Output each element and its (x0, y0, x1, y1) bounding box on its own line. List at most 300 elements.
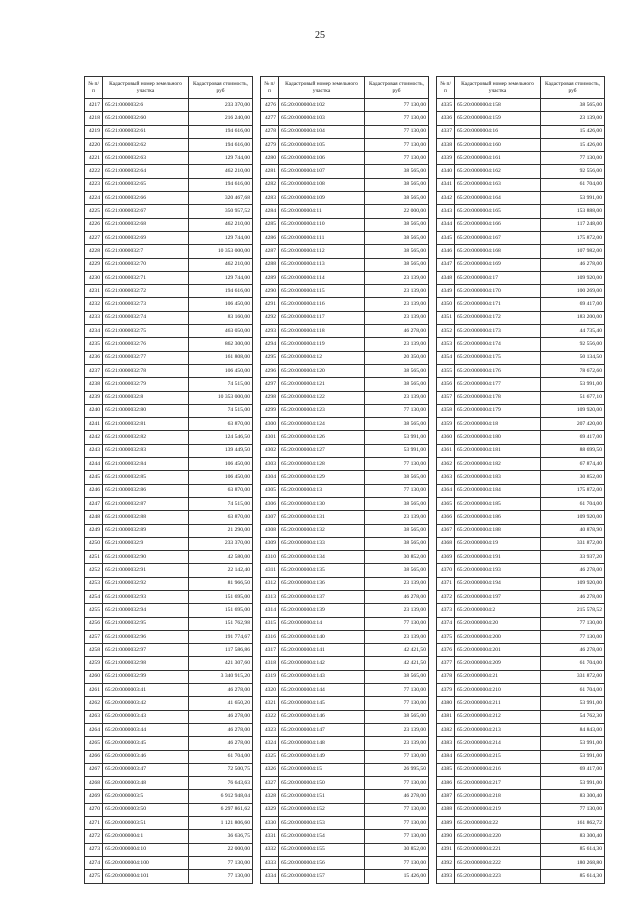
cadastral-value: 77 130,00 (365, 684, 429, 697)
table-row (261, 644, 429, 657)
table-row (261, 404, 429, 417)
row-number: 4375 (437, 630, 455, 643)
cadastral-number: 65:20:0000004:22 (455, 817, 541, 830)
cadastral-number: 65:20:0000004:216 (455, 763, 541, 776)
row-number: 4295 (261, 351, 279, 364)
row-number: 4316 (261, 630, 279, 643)
row-number: 4222 (85, 165, 103, 178)
row-number: 4390 (437, 830, 455, 843)
cadastral-number: 65:21:0000032:67 (103, 205, 189, 218)
cadastral-value: 183 200,00 (541, 311, 605, 324)
table-row (437, 630, 605, 643)
cadastral-value: 38 565,00 (365, 710, 429, 723)
table-row (437, 537, 605, 550)
table-row (261, 617, 429, 630)
cadastral-number: 65:20:0000004:185 (455, 497, 541, 510)
table-row (437, 364, 605, 377)
cadastral-number: 65:21:0000032:64 (103, 165, 189, 178)
table-row (437, 790, 605, 803)
table-row (85, 737, 253, 750)
cadastral-number: 65:20:0000004:134 (279, 551, 365, 564)
table-row (261, 737, 429, 750)
cadastral-number: 65:20:0000004:112 (279, 245, 365, 258)
row-number: 4221 (85, 152, 103, 165)
table-row (261, 231, 429, 244)
cadastral-value: 21 290,00 (189, 524, 253, 537)
table-row (261, 471, 429, 484)
cadastral-value: 61 704,00 (541, 657, 605, 670)
table-row (261, 817, 429, 830)
table-row (261, 165, 429, 178)
row-number: 4389 (437, 817, 455, 830)
cadastral-number: 65:20:0000004:120 (279, 364, 365, 377)
row-number: 4378 (437, 670, 455, 683)
row-number: 4299 (261, 404, 279, 417)
table-row (437, 737, 605, 750)
table-row (261, 192, 429, 205)
cadastral-value: 10 353 000,00 (189, 245, 253, 258)
row-number: 4290 (261, 285, 279, 298)
cadastral-number: 65:20:0000004:137 (279, 590, 365, 603)
row-number: 4285 (261, 218, 279, 231)
table-row (437, 644, 605, 657)
row-number: 4244 (85, 458, 103, 471)
cadastral-value: 151 695,00 (189, 590, 253, 603)
table-row (261, 245, 429, 258)
cadastral-number: 65:20:0000004:158 (455, 99, 541, 112)
cadastral-value: 77 130,00 (541, 630, 605, 643)
table-row (437, 750, 605, 763)
cadastral-value: 6 297 861,62 (189, 803, 253, 816)
row-number: 4315 (261, 617, 279, 630)
header-cadnum: Кадастровый номер земельного участка (455, 77, 541, 99)
row-number: 4265 (85, 737, 103, 750)
row-number: 4371 (437, 577, 455, 590)
table-row (85, 404, 253, 417)
cadastral-number: 65:20:0000004:131 (279, 511, 365, 524)
table-row (261, 338, 429, 351)
row-number: 4365 (437, 497, 455, 510)
table-row (437, 378, 605, 391)
cadastral-number: 65:20:0000004:170 (455, 285, 541, 298)
table-row (261, 125, 429, 138)
cadastral-value: 161 862,72 (541, 817, 605, 830)
cadastral-value: 53 991,00 (541, 192, 605, 205)
table-row (437, 404, 605, 417)
row-number: 4246 (85, 484, 103, 497)
cadastral-value: 20 350,00 (365, 351, 429, 364)
table-row (85, 378, 253, 391)
cadastral-number: 65:20:0000004:2 (455, 604, 541, 617)
cadastral-number: 65:20:0000004:11 (279, 205, 365, 218)
cadastral-value: 61 704,00 (541, 178, 605, 191)
cadastral-number: 65:20:0000004:194 (455, 577, 541, 590)
cadastral-number: 65:20:0000004:172 (455, 311, 541, 324)
cadastral-number: 65:20:0000004:159 (455, 112, 541, 125)
row-number: 4277 (261, 112, 279, 125)
table-row (437, 99, 605, 112)
cadastral-number: 65:20:0000004:155 (279, 843, 365, 856)
cadastral-value: 53 991,00 (541, 750, 605, 763)
cadastral-value: 38 565,00 (365, 231, 429, 244)
table-row (85, 697, 253, 710)
row-number: 4388 (437, 803, 455, 816)
row-number: 4247 (85, 497, 103, 510)
cadastral-number: 65:20:0000004:181 (455, 444, 541, 457)
cadastral-number: 65:21:0000032:8 (103, 391, 189, 404)
table-row (261, 604, 429, 617)
row-number: 4312 (261, 577, 279, 590)
cadastral-number: 65:21:0000032:70 (103, 258, 189, 271)
cadastral-number: 65:20:0000004:149 (279, 750, 365, 763)
cadastral-number: 65:20:0000004:1 (103, 830, 189, 843)
table-row (437, 604, 605, 617)
row-number: 4264 (85, 723, 103, 736)
table-row (437, 590, 605, 603)
table-row (261, 351, 429, 364)
cadastral-value: 15 426,00 (541, 125, 605, 138)
row-number: 4304 (261, 471, 279, 484)
cadastral-number: 65:20:0000003:41 (103, 684, 189, 697)
table-header-row (85, 77, 253, 99)
row-number: 4324 (261, 737, 279, 750)
cadastral-table-column-1 (84, 76, 253, 884)
row-number: 4349 (437, 285, 455, 298)
table-row (261, 364, 429, 377)
row-number: 4260 (85, 670, 103, 683)
cadastral-value: 23 139,00 (365, 577, 429, 590)
cadastral-number: 65:20:0000004:135 (279, 564, 365, 577)
row-number: 4339 (437, 152, 455, 165)
table-row (85, 245, 253, 258)
cadastral-value: 462 210,00 (189, 218, 253, 231)
table-row (85, 843, 253, 856)
cadastral-number: 65:20:0000004:183 (455, 471, 541, 484)
cadastral-value: 77 130,00 (365, 112, 429, 125)
cadastral-number: 65:20:0000004:157 (279, 870, 365, 883)
cadastral-number: 65:20:0000004:151 (279, 790, 365, 803)
row-number: 4352 (437, 325, 455, 338)
cadastral-value: 6 912 948,04 (189, 790, 253, 803)
row-number: 4263 (85, 710, 103, 723)
row-number: 4289 (261, 271, 279, 284)
cadastral-value: 161 808,00 (189, 351, 253, 364)
cadastral-value: 76 643,63 (189, 777, 253, 790)
row-number: 4314 (261, 604, 279, 617)
cadastral-value: 106 450,00 (189, 471, 253, 484)
row-number: 4355 (437, 364, 455, 377)
cadastral-number: 65:20:0000004:118 (279, 325, 365, 338)
cadastral-value: 109 920,00 (541, 577, 605, 590)
cadastral-value: 3 340 915,20 (189, 670, 253, 683)
cadastral-value: 216 240,00 (189, 112, 253, 125)
row-number: 4368 (437, 537, 455, 550)
table-row (437, 391, 605, 404)
table-row (261, 258, 429, 271)
cadastral-number: 65:20:0000004:219 (455, 803, 541, 816)
table-row (261, 777, 429, 790)
table-row (261, 551, 429, 564)
cadastral-value: 129 744,00 (189, 231, 253, 244)
cadastral-number: 65:20:0000004:152 (279, 803, 365, 816)
cadastral-number: 65:20:0000004:145 (279, 697, 365, 710)
table-row (261, 590, 429, 603)
cadastral-value: 92 556,00 (541, 338, 605, 351)
cadastral-number: 65:21:0000032:88 (103, 511, 189, 524)
table-row (437, 763, 605, 776)
row-number: 4261 (85, 684, 103, 697)
cadastral-number: 65:20:0000004:104 (279, 125, 365, 138)
table-row (437, 551, 605, 564)
cadastral-number: 65:20:0000004:116 (279, 298, 365, 311)
table-row (85, 670, 253, 683)
cadastral-value: 69 417,00 (541, 431, 605, 444)
row-number: 4342 (437, 192, 455, 205)
table-row (85, 258, 253, 271)
cadastral-value: 22 000,00 (189, 843, 253, 856)
cadastral-value: 53 991,00 (365, 444, 429, 457)
cadastral-value: 40 878,90 (541, 524, 605, 537)
cadastral-number: 65:21:0000032:75 (103, 325, 189, 338)
cadastral-value: 42 580,00 (189, 551, 253, 564)
cadastral-value: 77 130,00 (541, 617, 605, 630)
cadastral-value: 46 278,00 (365, 790, 429, 803)
row-number: 4303 (261, 458, 279, 471)
cadastral-number: 65:20:0000004:184 (455, 484, 541, 497)
cadastral-number: 65:20:0000004:19 (455, 537, 541, 550)
row-number: 4353 (437, 338, 455, 351)
cadastral-value: 15 426,00 (365, 870, 429, 883)
row-number: 4360 (437, 431, 455, 444)
cadastral-value: 15 426,00 (541, 138, 605, 151)
cadastral-value: 85 614,30 (541, 870, 605, 883)
row-number: 4306 (261, 497, 279, 510)
cadastral-value: 46 278,00 (365, 590, 429, 603)
table-row (437, 710, 605, 723)
row-number: 4309 (261, 537, 279, 550)
table-row (85, 285, 253, 298)
row-number: 4385 (437, 763, 455, 776)
row-number: 4226 (85, 218, 103, 231)
cadastral-value: 151 762,98 (189, 617, 253, 630)
row-number: 4326 (261, 763, 279, 776)
cadastral-number: 65:20:0000004:114 (279, 271, 365, 284)
cadastral-value: 151 695,00 (189, 604, 253, 617)
table-row (437, 458, 605, 471)
row-number: 4333 (261, 856, 279, 869)
row-number: 4229 (85, 258, 103, 271)
row-number: 4361 (437, 444, 455, 457)
table-row (85, 511, 253, 524)
cadastral-number: 65:21:0000032:92 (103, 577, 189, 590)
cadastral-number: 65:20:0000004:109 (279, 192, 365, 205)
cadastral-value: 462 210,00 (189, 165, 253, 178)
cadastral-value: 421 307,60 (189, 657, 253, 670)
cadastral-value: 77 130,00 (365, 750, 429, 763)
cadastral-value: 61 704,00 (189, 750, 253, 763)
table-header-row (437, 77, 605, 99)
cadastral-value: 46 278,00 (189, 684, 253, 697)
cadastral-number: 65:21:0000032:63 (103, 152, 189, 165)
cadastral-value: 77 130,00 (365, 152, 429, 165)
table-row (437, 577, 605, 590)
cadastral-value: 38 565,00 (365, 524, 429, 537)
row-number: 4337 (437, 125, 455, 138)
row-number: 4322 (261, 710, 279, 723)
table-row (261, 763, 429, 776)
cadastral-value: 194 616,00 (189, 285, 253, 298)
cadastral-number: 65:20:0000004:169 (455, 258, 541, 271)
row-number: 4243 (85, 444, 103, 457)
row-number: 4225 (85, 205, 103, 218)
cadastral-value: 77 130,00 (365, 484, 429, 497)
row-number: 4220 (85, 138, 103, 151)
cadastral-value: 46 278,00 (541, 644, 605, 657)
row-number: 4346 (437, 245, 455, 258)
row-number: 4331 (261, 830, 279, 843)
cadastral-value: 46 278,00 (189, 710, 253, 723)
cadastral-value: 77 130,00 (189, 870, 253, 883)
table-row (85, 617, 253, 630)
cadastral-value: 175 872,00 (541, 231, 605, 244)
cadastral-number: 65:21:0000032:73 (103, 298, 189, 311)
cadastral-number: 65:21:0000032:60 (103, 112, 189, 125)
table-row (85, 338, 253, 351)
cadastral-number: 65:20:0000004:122 (279, 391, 365, 404)
table-row (85, 218, 253, 231)
cadastral-number: 65:20:0000003:43 (103, 710, 189, 723)
cadastral-value: 862 300,00 (189, 338, 253, 351)
row-number: 4298 (261, 391, 279, 404)
row-number: 4318 (261, 657, 279, 670)
table-row (437, 138, 605, 151)
row-number: 4345 (437, 231, 455, 244)
cadastral-number: 65:21:0000032:85 (103, 471, 189, 484)
row-number: 4374 (437, 617, 455, 630)
row-number: 4380 (437, 697, 455, 710)
cadastral-value: 42 421,50 (365, 657, 429, 670)
cadastral-number: 65:20:0000004:186 (455, 511, 541, 524)
cadastral-value: 77 130,00 (365, 404, 429, 417)
row-number: 4354 (437, 351, 455, 364)
table-row (85, 152, 253, 165)
cadastral-number: 65:20:0000004:110 (279, 218, 365, 231)
cadastral-value: 50 134,50 (541, 351, 605, 364)
table-row (85, 830, 253, 843)
cadastral-number: 65:21:0000032:81 (103, 418, 189, 431)
header-value: Кадастровая стоимость, руб (189, 77, 253, 99)
table-row (437, 524, 605, 537)
header-value: Кадастровая стоимость, руб (541, 77, 605, 99)
table-row (437, 803, 605, 816)
table-row (85, 364, 253, 377)
row-number: 4347 (437, 258, 455, 271)
cadastral-value: 33 937,20 (541, 551, 605, 564)
cadastral-value: 41 650,20 (189, 697, 253, 710)
cadastral-value: 77 130,00 (365, 99, 429, 112)
row-number: 4317 (261, 644, 279, 657)
row-number: 4328 (261, 790, 279, 803)
header-cadnum: Кадастровый номер земельного участка (279, 77, 365, 99)
row-number: 4372 (437, 590, 455, 603)
cadastral-number: 65:20:0000004:221 (455, 843, 541, 856)
cadastral-value: 53 991,00 (541, 777, 605, 790)
table-row (437, 112, 605, 125)
row-number: 4266 (85, 750, 103, 763)
cadastral-number: 65:21:0000032:98 (103, 657, 189, 670)
cadastral-number: 65:20:0000004:212 (455, 710, 541, 723)
table-row (437, 165, 605, 178)
table-row (85, 418, 253, 431)
cadastral-number: 65:20:0000004:162 (455, 165, 541, 178)
row-number: 4272 (85, 830, 103, 843)
cadastral-value: 77 130,00 (365, 803, 429, 816)
row-number: 4370 (437, 564, 455, 577)
cadastral-value: 63 870,00 (189, 511, 253, 524)
table-row (437, 125, 605, 138)
cadastral-value: 77 130,00 (541, 152, 605, 165)
cadastral-value: 106 450,00 (189, 458, 253, 471)
table-row (85, 112, 253, 125)
row-number: 4386 (437, 777, 455, 790)
cadastral-value: 194 616,00 (189, 125, 253, 138)
cadastral-value: 69 417,00 (541, 298, 605, 311)
row-number: 4254 (85, 590, 103, 603)
cadastral-value: 53 991,00 (541, 697, 605, 710)
cadastral-number: 65:21:0000032:65 (103, 178, 189, 191)
cadastral-value: 81 966,50 (189, 577, 253, 590)
cadastral-value: 22 000,00 (365, 205, 429, 218)
cadastral-number: 65:20:0000004:193 (455, 564, 541, 577)
cadastral-value: 129 744,00 (189, 152, 253, 165)
row-number: 4308 (261, 524, 279, 537)
row-number: 4377 (437, 657, 455, 670)
row-number: 4236 (85, 351, 103, 364)
table-row (261, 285, 429, 298)
cadastral-number: 65:20:0000004:177 (455, 378, 541, 391)
cadastral-value: 38 565,00 (365, 537, 429, 550)
table-row (437, 484, 605, 497)
table-row (85, 471, 253, 484)
row-number: 4344 (437, 218, 455, 231)
cadastral-number: 65:20:0000004:136 (279, 577, 365, 590)
cadastral-number: 65:21:0000032:82 (103, 431, 189, 444)
table-row (437, 298, 605, 311)
cadastral-number: 65:20:0000003:47 (103, 763, 189, 776)
row-number: 4230 (85, 271, 103, 284)
cadastral-number: 65:20:0000004:213 (455, 723, 541, 736)
row-number: 4242 (85, 431, 103, 444)
table-row (437, 497, 605, 510)
cadastral-value: 38 565,00 (365, 165, 429, 178)
table-row (437, 856, 605, 869)
table-row (437, 285, 605, 298)
row-number: 4227 (85, 231, 103, 244)
table-row (261, 444, 429, 457)
table-row (437, 338, 605, 351)
row-number: 4325 (261, 750, 279, 763)
cadastral-number: 65:20:0000004:126 (279, 431, 365, 444)
cadastral-number: 65:20:0000004:188 (455, 524, 541, 537)
row-number: 4383 (437, 737, 455, 750)
table-row (261, 630, 429, 643)
table-row (85, 298, 253, 311)
cadastral-value: 67 874,40 (541, 458, 605, 471)
cadastral-value: 107 982,00 (541, 245, 605, 258)
table-row (437, 511, 605, 524)
table-row (85, 817, 253, 830)
table-row (85, 564, 253, 577)
